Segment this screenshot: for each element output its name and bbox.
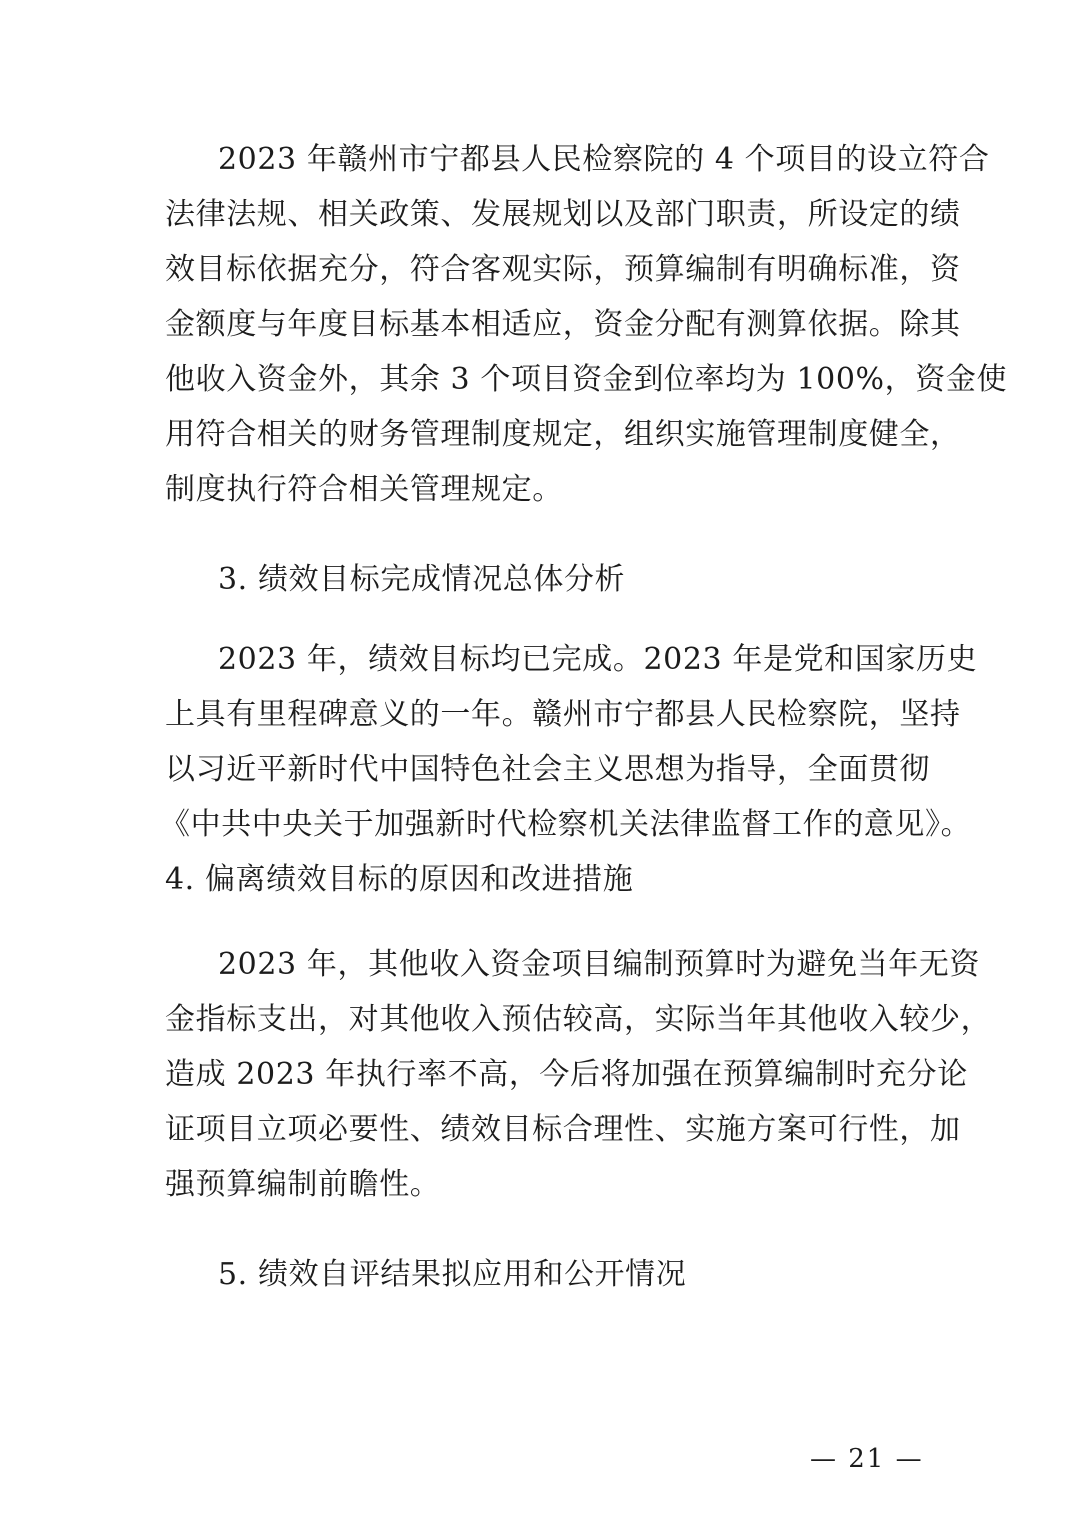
paragraph-3-line-4: 证项目立项必要性、绩效目标合理性、实施方案可行性，加 — [165, 1112, 961, 1147]
paragraph-1-line-7: 制度执行符合相关管理规定。 — [165, 472, 563, 507]
paragraph-1-line-3: 效目标依据充分，符合客观实际，预算编制有明确标准，资 — [165, 252, 961, 287]
paragraph-1-line-5: 他收入资金外，其余 3 个项目资金到位率均为 100%，资金使 — [165, 362, 1008, 397]
paragraph-1-line-2: 法律法规、相关政策、发展规划以及部门职责，所设定的绩 — [165, 197, 961, 232]
section-heading-4: 4. 偏离绩效目标的原因和改进措施 — [165, 862, 634, 897]
paragraph-2-line-4: 《中共中央关于加强新时代检察机关法律监督工作的意见》。 — [160, 807, 972, 842]
paragraph-2-line-3: 以习近平新时代中国特色社会主义思想为指导，全面贯彻 — [165, 752, 930, 787]
paragraph-1-line-6: 用符合相关的财务管理制度规定，组织实施管理制度健全， — [165, 417, 961, 452]
paragraph-1-line-4: 金额度与年度目标基本相适应，资金分配有测算依据。除其 — [165, 307, 961, 342]
paragraph-3-line-3: 造成 2023 年执行率不高，今后将加强在预算编制时充分论 — [165, 1057, 968, 1092]
page-number: — 21 — — [810, 1444, 924, 1474]
paragraph-2-line-1: 2023 年，绩效目标均已完成。2023 年是党和国家历史 — [218, 642, 978, 677]
paragraph-2-line-2: 上具有里程碑意义的一年。赣州市宁都县人民检察院，坚持 — [165, 697, 961, 732]
paragraph-3-line-5: 强预算编制前瞻性。 — [165, 1167, 441, 1202]
paragraph-3-line-1: 2023 年，其他收入资金项目编制预算时为避免当年无资 — [218, 947, 981, 982]
paragraph-3-line-2: 金指标支出，对其他收入预估较高，实际当年其他收入较少， — [165, 1002, 992, 1037]
section-heading-5: 5. 绩效自评结果拟应用和公开情况 — [218, 1257, 687, 1292]
section-heading-3: 3. 绩效目标完成情况总体分析 — [218, 562, 626, 597]
paragraph-1-line-1: 2023 年赣州市宁都县人民检察院的 4 个项目的设立符合 — [218, 142, 990, 177]
